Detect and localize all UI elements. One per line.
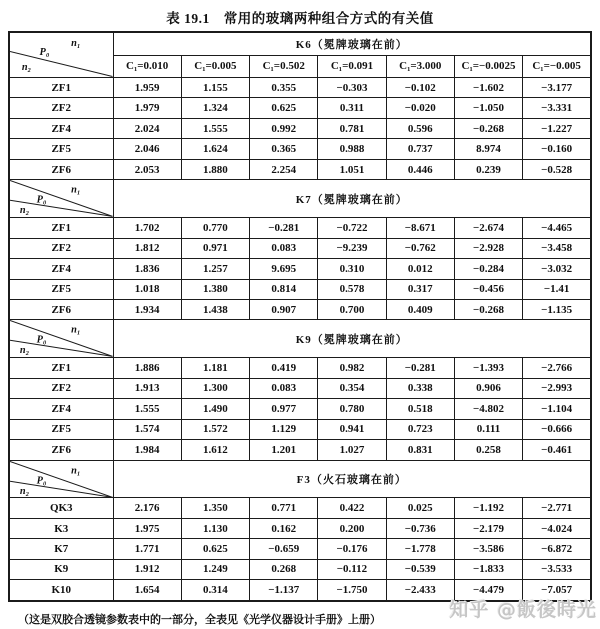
value-cell: 0.771 xyxy=(250,498,318,518)
value-cell: 0.083 xyxy=(250,238,318,258)
value-cell: −0.303 xyxy=(318,78,386,98)
table-row xyxy=(9,498,591,518)
row-label: ZF1 xyxy=(9,358,113,378)
value-cell: 1.886 xyxy=(113,358,181,378)
footnote: （这是双胶合透镜参数表中的一部分，全表见《光学仪器设计手册》上册） xyxy=(18,614,381,626)
value-cell: −1.393 xyxy=(454,358,522,378)
value-cell: −2.928 xyxy=(454,238,522,258)
value-cell: 1.572 xyxy=(181,419,249,439)
row-label: ZF6 xyxy=(9,159,113,179)
watermark: 知乎 @飯後時光 xyxy=(449,599,597,621)
value-cell: 0.355 xyxy=(250,78,318,98)
section-title: K6（冕牌玻璃在前） xyxy=(113,32,591,55)
row-label: K10 xyxy=(9,580,113,601)
value-cell: 0.311 xyxy=(318,98,386,118)
value-cell: 2.046 xyxy=(113,139,181,159)
value-cell: −2.993 xyxy=(523,378,591,398)
value-cell: 0.578 xyxy=(318,279,386,299)
value-cell: 0.025 xyxy=(386,498,454,518)
value-cell: −0.281 xyxy=(386,358,454,378)
row-label: ZF5 xyxy=(9,419,113,439)
value-cell: 0.700 xyxy=(318,299,386,319)
section-title: K9（冕牌玻璃在前） xyxy=(113,320,591,358)
table-row xyxy=(9,440,591,460)
value-cell: −1.602 xyxy=(454,78,522,98)
value-cell: 1.934 xyxy=(113,299,181,319)
value-cell: −1.050 xyxy=(454,98,522,118)
value-cell: 0.737 xyxy=(386,139,454,159)
corner-label-n1: n₁ xyxy=(71,184,81,196)
value-cell: 0.422 xyxy=(318,498,386,518)
value-cell: 0.988 xyxy=(318,139,386,159)
value-cell: −4.479 xyxy=(454,580,522,601)
value-cell: −0.281 xyxy=(250,218,318,238)
table-row xyxy=(9,559,591,579)
row-label: ZF2 xyxy=(9,238,113,258)
table-row xyxy=(9,299,591,319)
value-cell: 0.446 xyxy=(386,159,454,179)
value-cell: 2.176 xyxy=(113,498,181,518)
value-cell: −1.41 xyxy=(523,279,591,299)
column-header: C₁=−0.005 xyxy=(523,55,591,78)
value-cell: 0.111 xyxy=(454,419,522,439)
value-cell: 0.941 xyxy=(318,419,386,439)
value-cell: 1.490 xyxy=(181,399,249,419)
value-cell: 1.027 xyxy=(318,440,386,460)
value-cell: −0.268 xyxy=(454,118,522,138)
value-cell: 0.971 xyxy=(181,238,249,258)
value-cell: 1.380 xyxy=(181,279,249,299)
value-cell: 1.130 xyxy=(181,518,249,538)
section-title: K7（冕牌玻璃在前） xyxy=(113,180,591,218)
value-cell: 0.200 xyxy=(318,518,386,538)
table-row xyxy=(9,399,591,419)
column-header: C₁=−0.0025 xyxy=(454,55,522,78)
corner-label-n1: n₁ xyxy=(71,324,81,336)
corner-label-n2: n₂ xyxy=(19,485,30,497)
value-cell: 1.181 xyxy=(181,358,249,378)
value-cell: 1.979 xyxy=(113,98,181,118)
row-label: ZF2 xyxy=(9,378,113,398)
value-cell: 1.913 xyxy=(113,378,181,398)
value-cell: 0.268 xyxy=(250,559,318,579)
value-cell: 0.354 xyxy=(318,378,386,398)
corner-label-n2: n₂ xyxy=(21,61,32,74)
corner-label-p0: P₀ xyxy=(39,46,50,59)
value-cell: 0.012 xyxy=(386,259,454,279)
value-cell: −1.104 xyxy=(523,399,591,419)
diagonal-header-cell xyxy=(9,32,113,78)
value-cell: 1.555 xyxy=(113,399,181,419)
diagonal-divider xyxy=(10,461,113,498)
row-label: ZF1 xyxy=(9,218,113,238)
value-cell: 0.083 xyxy=(250,378,318,398)
value-cell: 0.781 xyxy=(318,118,386,138)
value-cell: 8.974 xyxy=(454,139,522,159)
value-cell: −0.539 xyxy=(386,559,454,579)
value-cell: −3.032 xyxy=(523,259,591,279)
value-cell: −4.802 xyxy=(454,399,522,419)
value-cell: 1.654 xyxy=(113,580,181,601)
table-row xyxy=(9,259,591,279)
value-cell: 1.771 xyxy=(113,539,181,559)
value-cell: −1.135 xyxy=(523,299,591,319)
value-cell: 1.249 xyxy=(181,559,249,579)
section-header-row xyxy=(9,180,591,218)
value-cell: 1.975 xyxy=(113,518,181,538)
value-cell: 1.959 xyxy=(113,78,181,98)
value-cell: 0.419 xyxy=(250,358,318,378)
value-cell: −3.331 xyxy=(523,98,591,118)
value-cell: −0.528 xyxy=(523,159,591,179)
value-cell: 0.239 xyxy=(454,159,522,179)
table-row xyxy=(9,378,591,398)
value-cell: −1.192 xyxy=(454,498,522,518)
row-label: ZF5 xyxy=(9,139,113,159)
value-cell: 2.024 xyxy=(113,118,181,138)
section-header-row xyxy=(9,32,591,55)
value-cell: 0.814 xyxy=(250,279,318,299)
corner-label-n2: n₂ xyxy=(19,345,30,357)
value-cell: −1.227 xyxy=(523,118,591,138)
value-cell: 0.310 xyxy=(318,259,386,279)
table-row xyxy=(9,159,591,179)
table-row xyxy=(9,580,591,601)
value-cell: 1.051 xyxy=(318,159,386,179)
row-label: ZF4 xyxy=(9,118,113,138)
column-header: C₁=0.502 xyxy=(250,55,318,78)
table-row xyxy=(9,98,591,118)
value-cell: 0.907 xyxy=(250,299,318,319)
value-cell: 0.338 xyxy=(386,378,454,398)
row-label: ZF2 xyxy=(9,98,113,118)
corner-label-n1: n₁ xyxy=(71,37,81,50)
value-cell: −2.771 xyxy=(523,498,591,518)
value-cell: −0.102 xyxy=(386,78,454,98)
value-cell: 0.162 xyxy=(250,518,318,538)
value-cell: 0.596 xyxy=(386,118,454,138)
column-header: C₁=0.010 xyxy=(113,55,181,78)
value-cell: −4.024 xyxy=(523,518,591,538)
value-cell: 0.723 xyxy=(386,419,454,439)
row-label: ZF6 xyxy=(9,299,113,319)
value-cell: −3.458 xyxy=(523,238,591,258)
value-cell: 1.155 xyxy=(181,78,249,98)
value-cell: 1.984 xyxy=(113,440,181,460)
value-cell: 1.702 xyxy=(113,218,181,238)
table-row xyxy=(9,139,591,159)
value-cell: 2.053 xyxy=(113,159,181,179)
value-cell: 1.129 xyxy=(250,419,318,439)
value-cell: −1.137 xyxy=(250,580,318,601)
corner-label-n1: n₁ xyxy=(71,464,81,476)
value-cell: −3.586 xyxy=(454,539,522,559)
row-label: ZF6 xyxy=(9,440,113,460)
value-cell: 0.625 xyxy=(250,98,318,118)
value-cell: 1.438 xyxy=(181,299,249,319)
row-label: K3 xyxy=(9,518,113,538)
value-cell: 9.695 xyxy=(250,259,318,279)
value-cell: 0.314 xyxy=(181,580,249,601)
value-cell: 0.780 xyxy=(318,399,386,419)
value-cell: 1.300 xyxy=(181,378,249,398)
value-cell: −0.268 xyxy=(454,299,522,319)
value-cell: −0.112 xyxy=(318,559,386,579)
value-cell: 0.906 xyxy=(454,378,522,398)
value-cell: 1.612 xyxy=(181,440,249,460)
value-cell: −0.456 xyxy=(454,279,522,299)
table-row xyxy=(9,358,591,378)
value-cell: 0.831 xyxy=(386,440,454,460)
value-cell: −0.160 xyxy=(523,139,591,159)
value-cell: 0.625 xyxy=(181,539,249,559)
value-cell: −2.433 xyxy=(386,580,454,601)
diagonal-header-cell xyxy=(9,460,113,498)
column-header: C₁=0.091 xyxy=(318,55,386,78)
section-header-row xyxy=(9,460,591,498)
value-cell: 0.317 xyxy=(386,279,454,299)
value-cell: −2.674 xyxy=(454,218,522,238)
row-label: ZF4 xyxy=(9,259,113,279)
row-label: K9 xyxy=(9,559,113,579)
value-cell: −0.666 xyxy=(523,419,591,439)
value-cell: 1.555 xyxy=(181,118,249,138)
value-cell: 1.812 xyxy=(113,238,181,258)
value-cell: −0.659 xyxy=(250,539,318,559)
value-cell: −1.778 xyxy=(386,539,454,559)
value-cell: 0.518 xyxy=(386,399,454,419)
value-cell: 1.574 xyxy=(113,419,181,439)
table-row xyxy=(9,539,591,559)
value-cell: 1.912 xyxy=(113,559,181,579)
value-cell: −0.176 xyxy=(318,539,386,559)
table-row xyxy=(9,218,591,238)
value-cell: −1.750 xyxy=(318,580,386,601)
value-cell: 0.977 xyxy=(250,399,318,419)
value-cell: −6.872 xyxy=(523,539,591,559)
row-label: ZF1 xyxy=(9,78,113,98)
table-row xyxy=(9,238,591,258)
section-title: F3（火石玻璃在前） xyxy=(113,460,591,498)
value-cell: −2.179 xyxy=(454,518,522,538)
row-label: ZF4 xyxy=(9,399,113,419)
value-cell: −7.057 xyxy=(523,580,591,601)
value-cell: −3.177 xyxy=(523,78,591,98)
diagonal-header-cell xyxy=(9,180,113,218)
value-cell: 1.836 xyxy=(113,259,181,279)
value-cell: −0.020 xyxy=(386,98,454,118)
row-label: QK3 xyxy=(9,498,113,518)
value-cell: −0.284 xyxy=(454,259,522,279)
table-row xyxy=(9,78,591,98)
value-cell: 0.365 xyxy=(250,139,318,159)
value-cell: −0.762 xyxy=(386,238,454,258)
value-cell: 1.624 xyxy=(181,139,249,159)
value-cell: 0.982 xyxy=(318,358,386,378)
row-label: K7 xyxy=(9,539,113,559)
value-cell: 1.018 xyxy=(113,279,181,299)
table-body xyxy=(9,32,591,601)
corner-label-p0: P₀ xyxy=(36,474,47,487)
value-cell: −0.461 xyxy=(523,440,591,460)
diagonal-divider xyxy=(10,33,113,77)
value-cell: −8.671 xyxy=(386,218,454,238)
value-cell: 2.254 xyxy=(250,159,318,179)
value-cell: −0.736 xyxy=(386,518,454,538)
value-cell: 0.992 xyxy=(250,118,318,138)
table-title: 表 19.1 常用的玻璃两种组合方式的有关值 xyxy=(166,11,434,26)
section-header-row xyxy=(9,320,591,358)
corner-label-p0: P₀ xyxy=(36,334,47,346)
value-cell: 1.257 xyxy=(181,259,249,279)
table-row xyxy=(9,118,591,138)
value-cell: 1.201 xyxy=(250,440,318,460)
value-cell: −9.239 xyxy=(318,238,386,258)
corner-label-n2: n₂ xyxy=(19,204,30,217)
value-cell: −4.465 xyxy=(523,218,591,238)
diagonal-divider xyxy=(10,180,113,217)
column-header: C₁=3.000 xyxy=(386,55,454,78)
glass-combination-table xyxy=(8,31,592,602)
diagonal-header-cell xyxy=(9,320,113,358)
value-cell: −2.766 xyxy=(523,358,591,378)
value-cell: −0.722 xyxy=(318,218,386,238)
value-cell: −1.833 xyxy=(454,559,522,579)
table-row xyxy=(9,518,591,538)
value-cell: −3.533 xyxy=(523,559,591,579)
value-cell: 1.880 xyxy=(181,159,249,179)
table-row xyxy=(9,419,591,439)
value-cell: 1.350 xyxy=(181,498,249,518)
value-cell: 0.258 xyxy=(454,440,522,460)
value-cell: 0.770 xyxy=(181,218,249,238)
column-header: C₁=0.005 xyxy=(181,55,249,78)
value-cell: 0.409 xyxy=(386,299,454,319)
diagonal-divider xyxy=(10,320,113,357)
corner-label-p0: P₀ xyxy=(36,194,47,206)
table-row xyxy=(9,279,591,299)
value-cell: 1.324 xyxy=(181,98,249,118)
row-label: ZF5 xyxy=(9,279,113,299)
